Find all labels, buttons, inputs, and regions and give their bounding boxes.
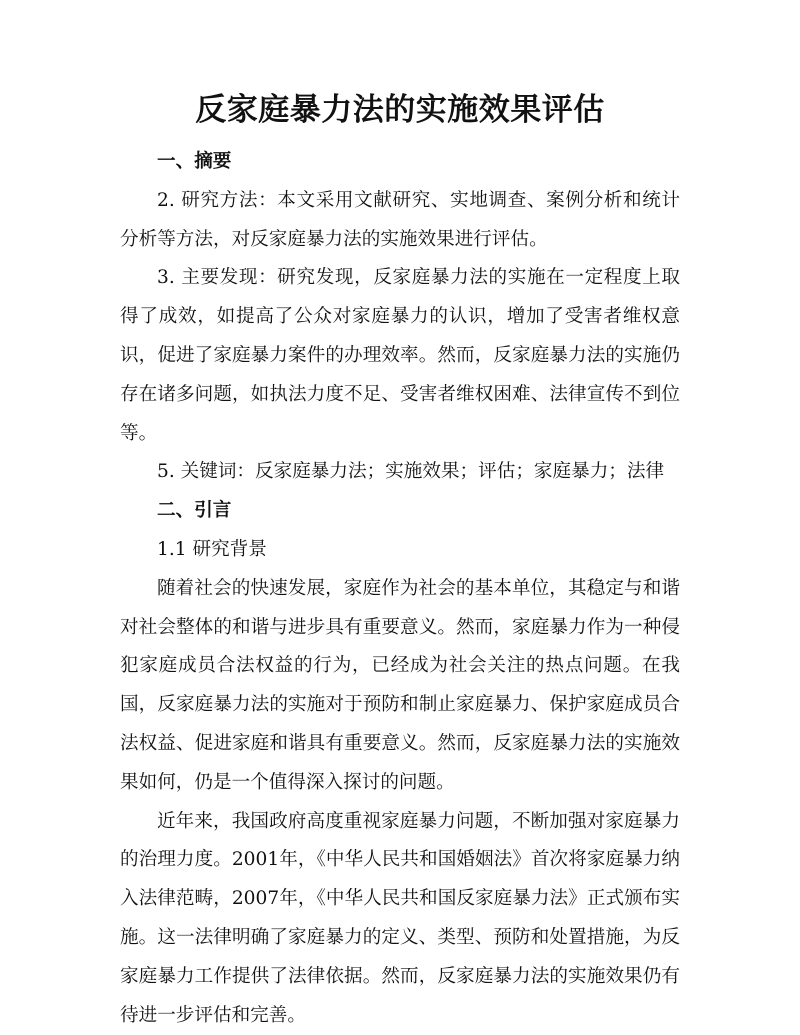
abstract-item-keywords: 5. 关键词：反家庭暴力法；实施效果；评估；家庭暴力；法律 bbox=[157, 461, 665, 483]
document-title: 反家庭暴力法的实施效果评估 bbox=[195, 92, 605, 128]
document-body bbox=[120, 143, 680, 1035]
section-heading-abstract: 一、摘要 bbox=[157, 151, 232, 172]
paragraph-background-2: 近年来，我国政府高度重视家庭暴力问题，不断加强对家庭暴力的治理力度。2001年，《中华人民共和国婚姻法》首次将家庭暴力纳入法律范畴，2007年，《中华人民共和国反家庭暴力法》正式颁布实施。这一法律明确了家庭暴力的定义、类型、预防和处置措施，为反家庭暴力工作提供了法律依据。然而，反家庭暴力法的实施效果仍有待进一步评估和完善。 bbox=[120, 810, 680, 1026]
abstract-item-research-methods: 2. 研究方法：本文采用文献研究、实地调查、案例分析和统计分析等方法，对反家庭暴力法的实施效果进行评估。 bbox=[120, 189, 680, 250]
paragraph-background-1: 随着社会的快速发展，家庭作为社会的基本单位，其稳定与和谐对社会整体的和谐与进步具有重要意义。然而，家庭暴力作为一种侵犯家庭成员合法权益的行为，已经成为社会关注的热点问题。在我国，反家庭暴力法的实施对于预防和制止家庭暴力、保护家庭成员合法权益、促进家庭和谐具有重要意义。然而，反家庭暴力法的实施效果如何，仍是一个值得深入探讨的问题。 bbox=[120, 577, 680, 793]
subsection-heading-research-background: 1.1 研究背景 bbox=[157, 538, 267, 560]
abstract-item-main-findings: 3. 主要发现：研究发现，反家庭暴力法的实施在一定程度上取得了成效，如提高了公众对家庭暴力的认识，增加了受害者维权意识，促进了家庭暴力案件的办理效率。然而，反家庭暴力法的实施仍存在诸多问题，如执法力度不足、受害者维权困难、法律宣传不到位等。 bbox=[120, 267, 680, 444]
section-heading-introduction: 二、引言 bbox=[157, 500, 232, 522]
